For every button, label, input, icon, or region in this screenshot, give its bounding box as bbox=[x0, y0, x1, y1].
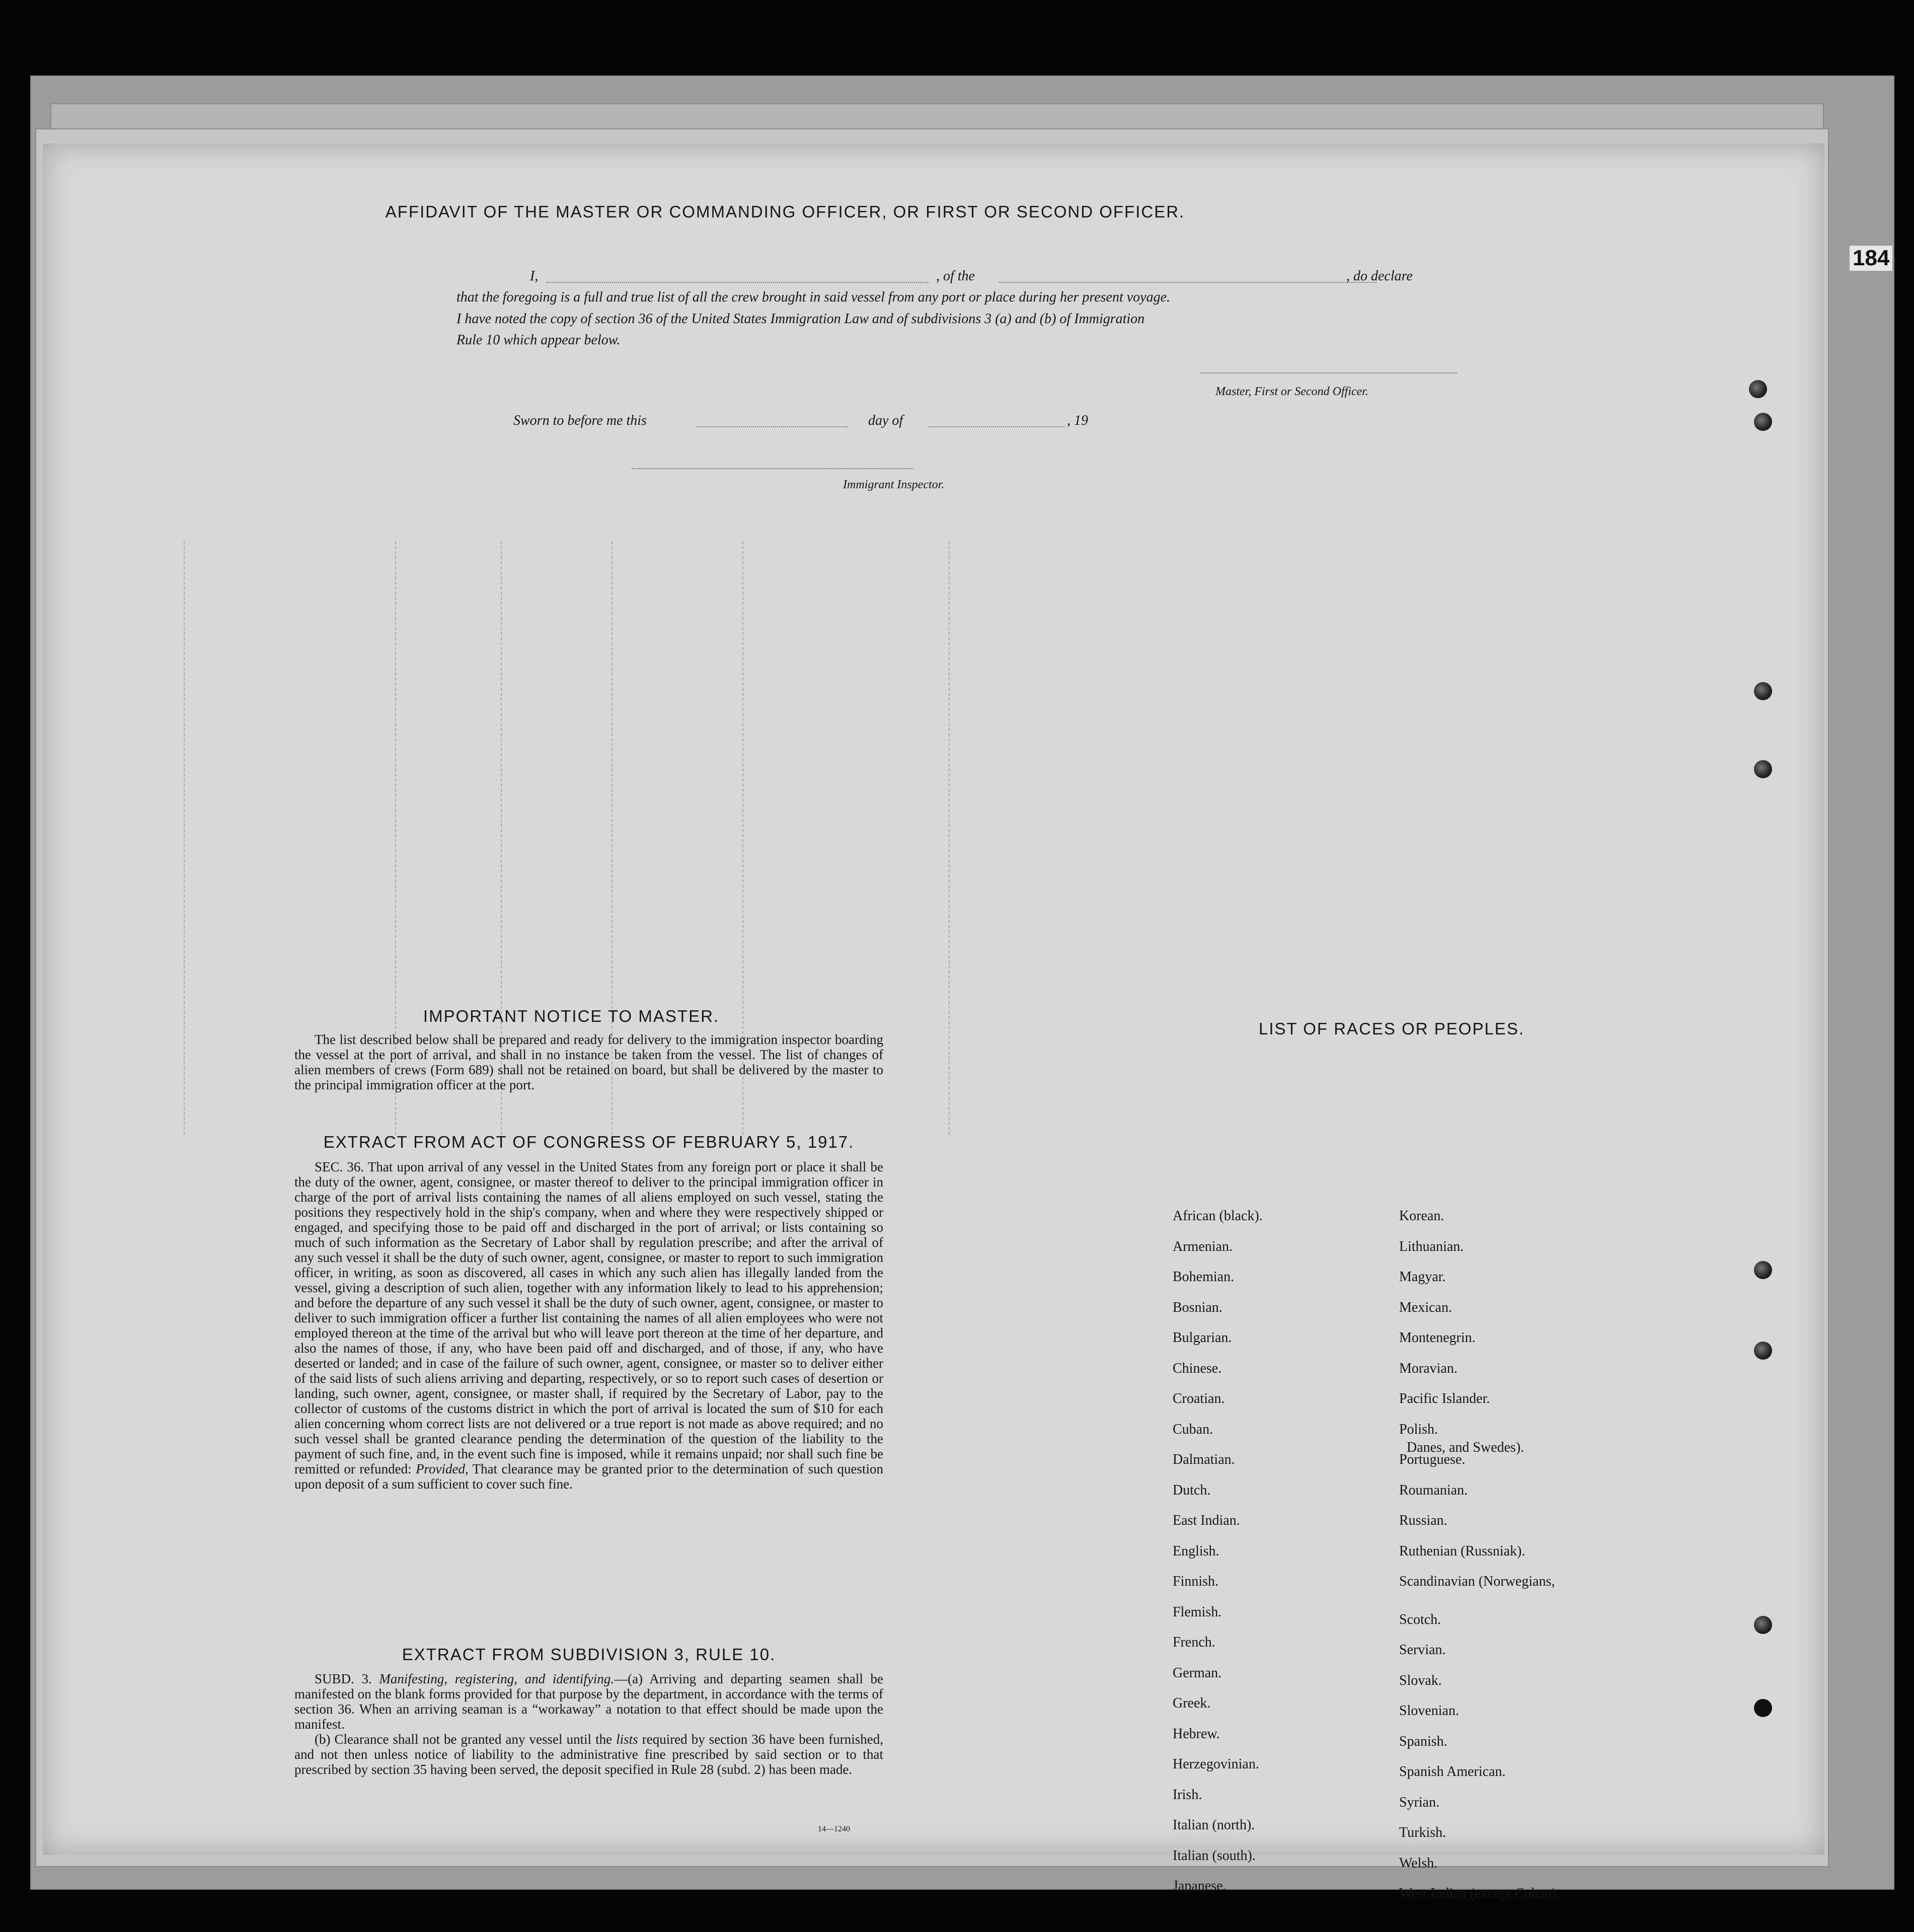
affidavit-declare-label: , do declare bbox=[1346, 268, 1413, 284]
punch-hole bbox=[1754, 760, 1772, 778]
race-item: Mexican. bbox=[1399, 1299, 1452, 1315]
race-item: Japanese. bbox=[1173, 1878, 1227, 1894]
race-item: Flemish. bbox=[1173, 1604, 1222, 1620]
master-signature-blank[interactable] bbox=[1200, 373, 1457, 374]
race-item: Greek. bbox=[1173, 1695, 1211, 1711]
affidavit-i-label: I, bbox=[530, 268, 539, 284]
race-item-scandinavian-continued: Danes, and Swedes). bbox=[1407, 1440, 1524, 1455]
race-item: Irish. bbox=[1173, 1787, 1202, 1803]
race-item: Russian. bbox=[1399, 1513, 1447, 1528]
notice-title: IMPORTANT NOTICE TO MASTER. bbox=[423, 1007, 720, 1025]
punch-hole bbox=[1754, 1616, 1772, 1634]
year-label: , 19 bbox=[1067, 413, 1088, 428]
rule-extract-title: EXTRACT FROM SUBDIVISION 3, RULE 10. bbox=[402, 1645, 776, 1664]
race-item: Slovak. bbox=[1399, 1672, 1442, 1688]
punch-hole bbox=[1754, 1342, 1772, 1360]
vessel-blank[interactable] bbox=[999, 282, 1376, 283]
punch-hole bbox=[1749, 380, 1767, 398]
race-item: Hebrew. bbox=[1173, 1726, 1220, 1742]
race-item: Montenegrin. bbox=[1399, 1330, 1476, 1346]
race-item: Spanish. bbox=[1399, 1733, 1447, 1749]
race-item: Italian (south). bbox=[1173, 1847, 1256, 1864]
race-item: Croatian. bbox=[1173, 1391, 1225, 1406]
section-36-text-end: That clearance may be granted prior to the determination of such question upon deposit of a sum sufficient to cover such fine. bbox=[294, 1461, 884, 1492]
sworn-day-blank[interactable] bbox=[697, 426, 848, 427]
sworn-label: Sworn to before me this bbox=[513, 413, 647, 428]
race-item: Turkish. bbox=[1399, 1825, 1446, 1840]
notice-text bbox=[294, 1032, 883, 1092]
race-item: English. bbox=[1173, 1543, 1219, 1559]
race-item: Polish. bbox=[1399, 1421, 1438, 1437]
race-item: Dutch. bbox=[1173, 1482, 1211, 1498]
race-item: Korean. bbox=[1399, 1208, 1444, 1224]
race-item: Bohemian. bbox=[1173, 1269, 1235, 1285]
subd-a-text: —(a) Arriving and departing seamen shall be manifested on the blank forms provided for that purpose by the department, in accordance with the terms of section 36. When an arriving seaman is a “workaway” a notation to that effect should be made upon the manifest. bbox=[294, 1671, 883, 1732]
subdivision-a-paragraph bbox=[294, 1671, 883, 1732]
affidavit-of-the-label: , of the bbox=[936, 268, 975, 284]
sworn-month-blank[interactable] bbox=[929, 426, 1064, 427]
section-36-text: SEC. 36. That upon arrival of any vessel in the United States from any foreign port or place it shall be the duty of the owner, agent, consignee, or master thereof to deliver to the principal immigration officer in charge of the port of arrival lists containing the names of all aliens employed on such vessel, stating the positions they respectively hold in the ship's company, when and where they were respectively shipped or engaged, and specifying those to be paid off and discharged in the port of arrival; or lists containing so much of such information as the Secretary of Labor shall by regulation prescribe; and after the arrival of any such vessel it shall be the duty of such owner, agent, consignee, or master to report to such immigration officer, in writing, as soon as discovered, all cases in which any such alien has illegally landed from the vessel, giving a description of such alien, together with any information likely to lead to his apprehension; and before the departure of any such vessel it shall be the duty of such owner, agent, consignee, or master to deliver to such immigration officer a further list containing the names of all alien employees who were not employed thereon at the time of the arrival but who will leave port thereon at the time of her departure, and also the names of those, if any, who have been paid off and discharged, and of those, if any, who have deserted or landed; and in case of the failure of such owner, agent, consignee, or master so to deliver either of the said lists of such aliens arriving and departing, respectively, or so to report such cases of desertion or landing, such owner, agent, consignee, or master shall, if required by the Secretary of Labor, pay to the collector of customs of the customs district in which the port of arrival is located the sum of $10 for each alien concerning whom correct lists are not delivered or a true report is not made as above required; and no such vessel shall be granted clearance pending the determination of the question of the liability to the payment of such fine, and, in the event such fine is imposed, while it remains unpaid; nor shall such fine be remitted or refunded: bbox=[294, 1159, 883, 1476]
affidavit-statement-line: Rule 10 which appear below. bbox=[456, 332, 621, 348]
notice-paragraph: The list described below shall be prepared and ready for delivery to the immigration inspector boarding the vessel at the port of arrival, and shall in no instance be taken from the vessel. The list of changes of alien members of crews (Form 689) shall not be retained on board, but shall be delivered by the master to the principal immigration officer at the port. bbox=[294, 1032, 883, 1092]
section-36-paragraph bbox=[294, 1159, 883, 1492]
subd-b-text-end: required by section 36 have been furnished, and not then unless notice of liability to the administrative fine prescribed by said section or to that prescribed by section 35 having been served, the deposit specified in Rule 28 (subd. 2) has been made. bbox=[294, 1732, 884, 1777]
race-item: Pacific Islander. bbox=[1399, 1391, 1490, 1406]
race-item: Bosnian. bbox=[1173, 1299, 1222, 1315]
race-item: Finnish. bbox=[1173, 1574, 1219, 1589]
inspector-signature-blank[interactable] bbox=[632, 468, 913, 469]
race-item: Scotch. bbox=[1399, 1611, 1441, 1627]
page-number: 184 bbox=[1850, 246, 1892, 271]
races-title: LIST OF RACES OR PEOPLES. bbox=[1258, 1019, 1525, 1038]
act-extract-title: EXTRACT FROM ACT OF CONGRESS OF FEBRUARY 5, 1917. bbox=[323, 1133, 855, 1151]
race-item: Bulgarian. bbox=[1173, 1330, 1232, 1346]
act-extract-text bbox=[294, 1159, 883, 1492]
lists-word: lists bbox=[616, 1732, 638, 1747]
name-blank[interactable] bbox=[546, 282, 929, 283]
punch-hole bbox=[1754, 1261, 1772, 1279]
affidavit-statement-line: that the foregoing is a full and true list of all the crew brought in said vessel from any port or place during her present voyage. bbox=[456, 289, 1171, 305]
punch-hole bbox=[1754, 1699, 1772, 1717]
race-item: West Indian (except Cuban). bbox=[1399, 1886, 1560, 1901]
day-of-label: day of bbox=[868, 413, 903, 428]
punch-hole bbox=[1754, 413, 1772, 431]
subd-heading: Manifesting, registering, and identifying. bbox=[379, 1671, 615, 1686]
race-item: Cuban. bbox=[1173, 1421, 1213, 1437]
provided-word: Provided, bbox=[416, 1461, 469, 1476]
rule-extract-text bbox=[294, 1671, 883, 1777]
race-item: Portuguese. bbox=[1399, 1452, 1466, 1467]
race-item: Armenian. bbox=[1173, 1238, 1233, 1254]
manifest-page bbox=[43, 143, 1824, 1901]
race-item: Roumanian. bbox=[1399, 1482, 1468, 1498]
race-item: Slovenian. bbox=[1399, 1703, 1459, 1719]
race-item: Moravian. bbox=[1399, 1360, 1458, 1376]
bleed-through-rule bbox=[184, 541, 185, 1135]
race-item: Spanish American. bbox=[1399, 1764, 1506, 1779]
race-item: Dalmatian. bbox=[1173, 1452, 1235, 1467]
subdivision-b-paragraph bbox=[294, 1732, 883, 1777]
race-item: German. bbox=[1173, 1665, 1222, 1681]
race-item: French. bbox=[1173, 1634, 1215, 1650]
race-item: Scandinavian (Norwegians, bbox=[1399, 1574, 1555, 1589]
race-item: Welsh. bbox=[1399, 1855, 1438, 1871]
race-item: East Indian. bbox=[1173, 1513, 1240, 1528]
affidavit-statement-line: I have noted the copy of section 36 of the United States Immigration Law and of subdivisions 3 (a) and (b) of Immigration bbox=[456, 311, 1145, 327]
punch-hole bbox=[1754, 682, 1772, 700]
race-item: Chinese. bbox=[1173, 1360, 1222, 1376]
race-item: Servian. bbox=[1399, 1642, 1446, 1658]
form-code: 14—1240 bbox=[818, 1825, 850, 1833]
race-item: African (black). bbox=[1173, 1208, 1263, 1224]
inspector-label: Immigrant Inspector. bbox=[843, 478, 945, 491]
affidavit-title: AFFIDAVIT OF THE MASTER OR COMMANDING OFFICER, OR FIRST OR SECOND OFFICER. bbox=[385, 202, 1185, 221]
subd-b-text: (b) Clearance shall not be granted any vessel until the bbox=[315, 1732, 613, 1747]
race-item: Italian (north). bbox=[1173, 1817, 1255, 1833]
race-item: Herzegovinian. bbox=[1173, 1756, 1259, 1772]
master-signature-label: Master, First or Second Officer. bbox=[1215, 385, 1368, 398]
bleed-through-rule bbox=[949, 541, 950, 1135]
race-item: Ruthenian (Russniak). bbox=[1399, 1543, 1525, 1559]
race-item: Lithuanian. bbox=[1399, 1238, 1464, 1254]
race-item: Magyar. bbox=[1399, 1269, 1446, 1285]
race-item: Syrian. bbox=[1399, 1794, 1440, 1810]
subd-label: SUBD. 3. bbox=[315, 1671, 372, 1686]
